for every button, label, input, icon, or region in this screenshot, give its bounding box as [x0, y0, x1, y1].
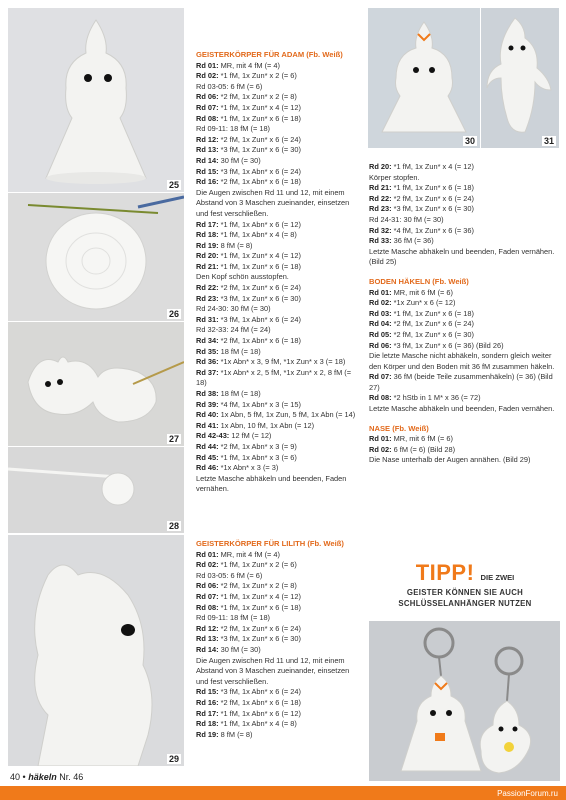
- row-text: *3 fM, 1x Abn* x 6 (= 24): [218, 166, 301, 176]
- instruction-row: [196, 442, 361, 453]
- row-text: *1x Abn* x 3 (= 3): [218, 463, 279, 473]
- row-text: *1 fM, 1x Zun* x 6 (= 18): [218, 261, 301, 271]
- row-text: *2 fM, 1x Abn* x 3 (= 9): [218, 441, 297, 451]
- row-label: Rd 01:: [196, 60, 219, 70]
- tipp-line1: DIE ZWEI: [480, 573, 515, 582]
- instruction-row: [196, 135, 361, 146]
- row-text: *3 fM, 1x Zun* x 6 (= 30): [218, 293, 301, 303]
- row-text: Rd 24-31: 30 fM (= 30): [369, 214, 444, 224]
- row-text: MR, mit 4 fM (= 4): [218, 60, 280, 70]
- row-text: *3 fM, 1x Zun* x 6 (= 30): [218, 634, 301, 644]
- row-label: Rd 23:: [369, 204, 392, 214]
- row-label: Rd 35:: [196, 346, 219, 356]
- row-label: Rd 16:: [196, 177, 219, 187]
- row-text: *2 fM, 1x Abn* x 6 (= 18): [218, 177, 301, 187]
- instruction-row: [196, 698, 361, 709]
- instruction-row: [196, 421, 361, 432]
- instruction-row: [369, 455, 559, 466]
- row-label: Rd 42-43:: [196, 431, 230, 441]
- row-text: Rd 24-30: 30 fM (= 30): [196, 304, 271, 314]
- row-label: Rd 20:: [196, 251, 219, 261]
- row-label: Rd 12:: [196, 134, 219, 144]
- tipp-box: [368, 560, 562, 608]
- row-label: Rd 14:: [196, 155, 219, 165]
- instruction-row: [196, 156, 361, 167]
- row-text: *2 fM, 1x Zun* x 6 (= 24): [391, 319, 474, 329]
- instruction-row: [369, 204, 559, 215]
- instruction-row: [196, 167, 361, 178]
- row-text: *3 fM, 1x Zun* x 6 (= 36) (Bild 26): [391, 340, 504, 350]
- row-label: Rd 18:: [196, 230, 219, 240]
- row-label: Rd 12:: [196, 623, 219, 633]
- instruction-row: [369, 351, 559, 372]
- instruction-row: [369, 404, 559, 415]
- row-label: Rd 33:: [369, 236, 392, 246]
- photo-number: 30: [464, 136, 475, 146]
- row-label: Rd 06:: [369, 340, 392, 350]
- site-watermark: PassionForum.ru: [497, 789, 558, 798]
- row-label: Rd 16:: [196, 697, 219, 707]
- row-text: *1x Abn* x 3, 9 fM, *1x Zun* x 3 (= 18): [218, 357, 346, 367]
- row-label: Rd 19:: [196, 240, 219, 250]
- row-text: 30 fM (= 30): [218, 644, 261, 654]
- row-label: Rd 07:: [196, 102, 219, 112]
- row-label: Rd 46:: [196, 463, 219, 473]
- instruction-row: [196, 624, 361, 635]
- keychain-photo: [369, 621, 560, 781]
- instruction-row: [196, 719, 361, 730]
- instruction-row: [196, 474, 361, 495]
- photo-25: [8, 8, 184, 192]
- row-label: Rd 22:: [369, 193, 392, 203]
- row-label: Rd 06:: [196, 92, 219, 102]
- page-footer: [10, 772, 83, 782]
- row-text: *1 fM, 1x Zun* x 2 (= 6): [218, 71, 297, 81]
- photo-27: [8, 322, 184, 446]
- row-text: *1 fM, 1x Abn* x 6 (= 12): [218, 708, 301, 718]
- instruction-row: [196, 230, 361, 241]
- row-label: Rd 02:: [369, 298, 392, 308]
- instruction-row: [196, 410, 361, 421]
- row-label: Rd 02:: [369, 444, 392, 454]
- instruction-row: [369, 183, 559, 194]
- row-text: *2 fM, 1x Zun* x 6 (= 24): [218, 283, 301, 293]
- row-text: *1 fM, 1x Abn* x 3 (= 6): [218, 452, 297, 462]
- row-text: Körper stopfen.: [369, 172, 420, 182]
- instruction-row: [196, 103, 361, 114]
- instruction-row: [196, 613, 361, 624]
- photo-number: 26: [168, 309, 179, 319]
- page-number: 40: [10, 772, 21, 782]
- instruction-row: [196, 272, 361, 283]
- row-label: Rd 01:: [369, 287, 392, 297]
- instruction-row: [196, 262, 361, 273]
- instruction-row: [369, 330, 559, 341]
- row-text: *1 fM, 1x Zun* x 6 (= 18): [218, 113, 301, 123]
- instruction-row: [196, 82, 361, 93]
- row-text: *4 fM, 1x Abn* x 3 (= 15): [218, 399, 301, 409]
- instruction-row: [196, 177, 361, 188]
- instruction-row: [369, 309, 559, 320]
- row-text: *2 fM, 1x Zun* x 6 (= 24): [391, 193, 474, 203]
- row-label: Rd 34:: [196, 336, 219, 346]
- row-text: Letzte Masche abhäkeln und beenden, Faden vernähen.: [369, 404, 555, 414]
- right-column: [369, 162, 559, 466]
- row-text: Rd 09-11: 18 fM (= 18): [196, 124, 271, 134]
- instruction-row: [369, 173, 559, 184]
- instruction-row: [196, 400, 361, 411]
- row-text: Die letzte Masche nicht abhäkeln, sondern gleich weiter den Körper und den Boden mit 36 fM zusammen häkeln.: [369, 351, 555, 371]
- instruction-row: [196, 463, 361, 474]
- magazine-name: häkeln: [28, 772, 57, 782]
- row-text: Die Augen zwischen Rd 11 und 12, mit einem Abstand von 3 Maschen zueinander, einsetzen und fest verschließen.: [196, 187, 350, 218]
- instruction-row: [369, 341, 559, 352]
- row-label: Rd 02:: [196, 560, 219, 570]
- tipp-line2a: GEISTER KÖNNEN SIE AUCH: [406, 588, 524, 597]
- instruction-row: [196, 581, 361, 592]
- row-label: Rd 17:: [196, 219, 219, 229]
- photo-number: 29: [168, 754, 179, 764]
- row-text: *4 fM, 1x Zun* x 6 (= 36): [391, 225, 474, 235]
- row-text: *1 fM, 1x Zun* x 4 (= 12): [391, 162, 474, 171]
- instruction-row: [196, 304, 361, 315]
- instruction-row: [196, 114, 361, 125]
- instruction-row: [369, 393, 559, 404]
- row-text: *1 fM, 1x Zun* x 2 (= 6): [218, 560, 297, 570]
- instruction-row: [196, 603, 361, 614]
- row-label: Rd 31:: [196, 314, 219, 324]
- row-label: Rd 21:: [369, 183, 392, 193]
- row-text: MR, mit 6 fM (= 6): [391, 287, 453, 297]
- instruction-row: [196, 92, 361, 103]
- row-label: Rd 23:: [196, 293, 219, 303]
- row-text: *2 fM, 1x Zun* x 2 (= 8): [218, 92, 297, 102]
- row-text: 1x Abn, 10 fM, 1x Abn (= 12): [218, 420, 315, 430]
- adam-section: [196, 50, 361, 495]
- instruction-row: [196, 571, 361, 582]
- photo-26: [8, 193, 184, 321]
- row-text: *3 fM, 1x Abn* x 6 (= 24): [218, 314, 301, 324]
- instruction-row: [196, 145, 361, 156]
- row-text: MR, mit 6 fM (= 6): [391, 434, 453, 444]
- instruction-row: [196, 357, 361, 368]
- instruction-row: [196, 656, 361, 688]
- row-label: Rd 45:: [196, 452, 219, 462]
- row-text: *1x Abn* x 2, 5 fM, *1x Zun* x 2, 8 fM (= 18): [196, 367, 352, 388]
- row-label: Rd 08:: [196, 602, 219, 612]
- row-label: Rd 40:: [196, 410, 219, 420]
- instruction-row: [369, 445, 559, 456]
- instruction-row: [196, 389, 361, 400]
- row-label: Rd 44:: [196, 441, 219, 451]
- row-text: *2 hStb in 1 M* x 36 (= 72): [391, 393, 481, 403]
- row-label: Rd 32:: [369, 225, 392, 235]
- instruction-row: [196, 592, 361, 603]
- row-label: Rd 22:: [196, 283, 219, 293]
- row-text: *2 fM, 1x Zun* x 6 (= 24): [218, 623, 301, 633]
- row-text: Rd 03-05: 6 fM (= 6): [196, 81, 263, 91]
- row-text: 36 fM (beide Teile zusammenhäkeln) (= 36) (Bild 27): [369, 372, 553, 392]
- row-label: Rd 08:: [369, 393, 392, 403]
- row-text: Letzte Masche abhäkeln und beenden, Faden vernähen. (Bild 25): [369, 246, 555, 267]
- instruction-row: [369, 194, 559, 205]
- row-text: *2 fM, 1x Zun* x 6 (= 24): [218, 134, 301, 144]
- row-label: Rd 03:: [369, 308, 392, 318]
- instruction-row: [369, 215, 559, 226]
- row-label: Rd 19:: [196, 729, 219, 739]
- instruction-row: [196, 730, 361, 741]
- row-label: Rd 05:: [369, 329, 392, 339]
- row-text: 6 fM (= 6) (Bild 28): [391, 444, 456, 454]
- footer-bar: [0, 786, 566, 800]
- tipp-line2b: SCHLÜSSELANHÄNGER NUTZEN: [398, 599, 532, 608]
- instruction-row: [196, 188, 361, 220]
- row-text: 8 fM (= 8): [218, 240, 253, 250]
- row-text: 18 fM (= 18): [218, 346, 261, 356]
- lilith-heading: GEISTERKÖRPER FÜR LILITH (Fb. Weiß): [196, 539, 344, 548]
- row-label: Rd 01:: [196, 549, 219, 559]
- instruction-row: [196, 71, 361, 82]
- instruction-row: [369, 372, 559, 393]
- row-label: Rd 17:: [196, 708, 219, 718]
- photo-29: [8, 535, 184, 766]
- row-text: Den Kopf schön ausstopfen.: [196, 272, 289, 282]
- instruction-row: [196, 645, 361, 656]
- instruction-row: [369, 247, 559, 268]
- photo-number: 31: [543, 136, 554, 146]
- instruction-row: [196, 315, 361, 326]
- instruction-row: [196, 453, 361, 464]
- row-text: *1 fM, 1x Zun* x 6 (= 18): [391, 183, 474, 193]
- row-label: Rd 41:: [196, 420, 219, 430]
- instruction-row: [196, 634, 361, 645]
- row-text: 8 fM (= 8): [218, 729, 253, 739]
- row-text: *3 fM, 1x Zun* x 6 (= 30): [391, 204, 474, 214]
- row-label: Rd 02:: [196, 71, 219, 81]
- photo-28: [8, 447, 184, 533]
- row-label: Rd 18:: [196, 719, 219, 729]
- instruction-row: [196, 124, 361, 135]
- instruction-row: [196, 251, 361, 262]
- instruction-row: [196, 709, 361, 720]
- photo-number: 25: [168, 180, 179, 190]
- instruction-row: [369, 319, 559, 330]
- row-text: Rd 09-11: 18 fM (= 18): [196, 613, 271, 623]
- row-label: Rd 37:: [196, 367, 219, 377]
- instruction-row: [369, 226, 559, 237]
- boden-heading: BODEN HÄKELN (Fb. Weiß): [369, 276, 469, 286]
- instruction-row: [196, 550, 361, 561]
- row-label: Rd 01:: [369, 434, 392, 444]
- row-label: Rd 04:: [369, 319, 392, 329]
- row-label: Rd 07:: [196, 591, 219, 601]
- instruction-row: [369, 434, 559, 445]
- row-label: Rd 36:: [196, 357, 219, 367]
- row-text: Rd 03-05: 6 fM (= 6): [196, 570, 263, 580]
- row-label: Rd 13:: [196, 145, 219, 155]
- row-label: Rd 38:: [196, 389, 219, 398]
- photo-30: [368, 8, 480, 148]
- instruction-row: [196, 347, 361, 358]
- instruction-row: [369, 236, 559, 247]
- row-text: *1 fM, 1x Zun* x 4 (= 12): [218, 251, 301, 261]
- lilith-section: [196, 539, 361, 740]
- row-label: Rd 06:: [196, 581, 219, 591]
- instruction-row: [196, 61, 361, 72]
- row-text: *2 fM, 1x Zun* x 6 (= 30): [391, 329, 474, 339]
- row-text: *1 fM, 1x Zun* x 6 (= 18): [218, 602, 301, 612]
- row-text: 36 fM (= 36): [391, 236, 434, 246]
- row-text: *2 fM, 1x Abn* x 6 (= 18): [218, 336, 301, 346]
- row-text: *1 fM, 1x Abn* x 4 (= 8): [218, 719, 297, 729]
- row-label: Rd 14:: [196, 644, 219, 654]
- row-text: 1x Abn, 5 fM, 1x Zun, 5 fM, 1x Abn (= 14): [218, 410, 356, 420]
- photo-31: [481, 8, 559, 148]
- tipp-title: TIPP!: [415, 560, 475, 585]
- row-text: 18 fM (= 18): [218, 389, 261, 398]
- instruction-row: [196, 336, 361, 347]
- row-text: *1 fM, 1x Zun* x 4 (= 12): [218, 102, 301, 112]
- row-label: Rd 20:: [369, 162, 392, 171]
- row-text: *1 fM, 1x Zun* x 4 (= 12): [218, 591, 301, 601]
- nase-heading: NASE (Fb. Weiß): [369, 423, 429, 433]
- instruction-row: [196, 368, 361, 389]
- instruction-row: [196, 431, 361, 442]
- instruction-row: [196, 241, 361, 252]
- row-text: *1x Zun* x 6 (= 12): [391, 298, 456, 308]
- instruction-row: [196, 283, 361, 294]
- row-text: Die Nase unterhalb der Augen annähen. (Bild 29): [369, 455, 531, 465]
- row-text: *1 fM, 1x Abn* x 4 (= 8): [218, 230, 297, 240]
- instruction-row: [369, 298, 559, 309]
- row-text: *1 fM, 1x Zun* x 6 (= 18): [391, 308, 474, 318]
- photo-number: 27: [168, 434, 179, 444]
- row-text: MR, mit 4 fM (= 4): [218, 549, 280, 559]
- instruction-row: [196, 220, 361, 231]
- issue-number: Nr. 46: [59, 772, 84, 782]
- row-text: *2 fM, 1x Abn* x 6 (= 18): [218, 697, 301, 707]
- photo-number: 28: [168, 521, 179, 531]
- instruction-row: [196, 560, 361, 571]
- instruction-row: [196, 325, 361, 336]
- footer-bullet: •: [22, 772, 26, 782]
- row-text: *1 fM, 1x Abn* x 6 (= 12): [218, 219, 301, 229]
- row-text: *3 fM, 1x Zun* x 6 (= 30): [218, 145, 301, 155]
- row-label: Rd 07:: [369, 372, 392, 382]
- instruction-row: [369, 162, 559, 173]
- row-text: *2 fM, 1x Zun* x 2 (= 8): [218, 581, 297, 591]
- row-label: Rd 39:: [196, 399, 219, 409]
- row-text: Die Augen zwischen Rd 11 und 12, mit einem Abstand von 3 Maschen zueinander, einsetzen und fest verschließen.: [196, 655, 350, 686]
- instruction-row: [196, 687, 361, 698]
- row-label: Rd 08:: [196, 113, 219, 123]
- row-label: Rd 15:: [196, 687, 219, 697]
- row-label: Rd 15:: [196, 166, 219, 176]
- row-label: Rd 13:: [196, 634, 219, 644]
- instruction-row: [369, 288, 559, 299]
- adam-heading: GEISTERKÖRPER FÜR ADAM (Fb. Weiß): [196, 50, 343, 59]
- row-text: 12 fM (= 12): [229, 431, 272, 441]
- row-text: Letzte Masche abhäkeln und beenden, Faden vernähen.: [196, 473, 347, 494]
- row-text: Rd 32-33: 24 fM (= 24): [196, 325, 271, 335]
- instruction-row: [196, 294, 361, 305]
- row-label: Rd 21:: [196, 261, 219, 271]
- row-text: 30 fM (= 30): [218, 155, 261, 165]
- row-text: *3 fM, 1x Abn* x 6 (= 24): [218, 687, 301, 697]
